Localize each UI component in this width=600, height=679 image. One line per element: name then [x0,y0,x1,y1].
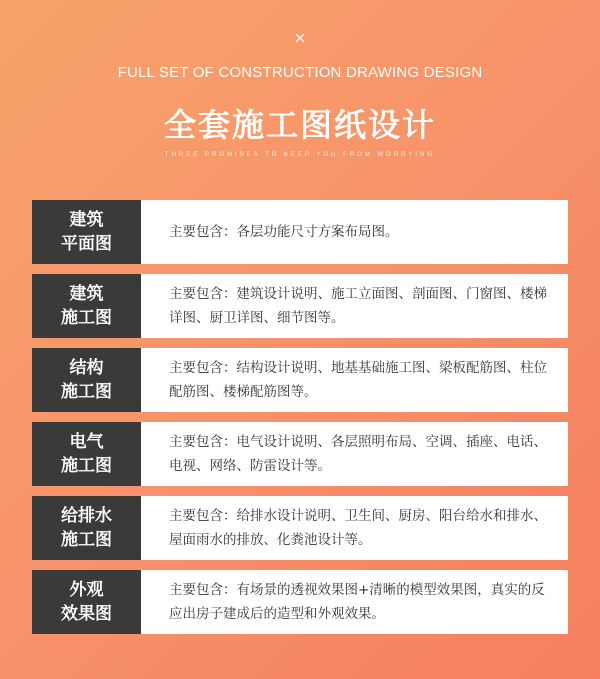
item-label-line1: 给排水 [61,506,112,526]
item-label [32,570,141,634]
item-description: 主要包含：结构设计说明、地基基础施工图、梁板配筋图、柱位配筋图、楼梯配筋图等。 [169,360,547,400]
list-item [32,496,568,560]
item-label-line2: 平面图 [61,234,112,254]
item-label [32,496,141,560]
item-label-line1: 建筑 [69,284,104,304]
close-icon[interactable]: × [293,28,307,47]
item-label-line1: 外观 [69,580,104,600]
item-description: 主要包含：各层功能尺寸方案布局图。 [169,224,399,240]
item-label-line1: 电气 [69,432,104,452]
page-title: 全套施工图纸设计 [163,106,436,144]
item-description: 主要包含：给排水设计说明、卫生间、厨房、阳台给水和排水、屋面雨水的排放、化粪池设计等。 [169,508,547,548]
item-label-line2: 施工图 [61,530,112,550]
item-label-line2: 施工图 [61,308,112,328]
item-label-line2: 效果图 [61,604,112,624]
item-description: 主要包含：电气设计说明、各层照明布局、空调、插座、电话、电视、网络、防雷设计等。 [169,434,547,474]
item-label-line1: 建筑 [69,210,104,230]
item-label [32,200,141,264]
list-item [32,348,568,412]
item-label-line1: 结构 [69,358,104,378]
service-list [32,200,568,644]
item-description: 主要包含：建筑设计说明、施工立面图、剖面图、门窗图、楼梯详图、厨卫详图、细节图等。 [169,286,547,326]
list-item [32,274,568,338]
list-item [32,200,568,264]
tagline: THREE PROMISES TO KEEP YOU FROM WORRYING [164,152,436,158]
item-label-line2: 施工图 [61,382,112,402]
list-item [32,422,568,486]
item-description: 主要包含：有场景的透视效果图+清晰的模型效果图，真实的反应出房子建成后的造型和外观效果。 [169,582,545,622]
item-label [32,348,141,412]
list-item [32,570,568,634]
item-label [32,422,141,486]
item-label [32,274,141,338]
english-title: FULL SET OF CONSTRUCTION DRAWING DESIGN [117,64,483,81]
item-label-line2: 施工图 [61,456,112,476]
